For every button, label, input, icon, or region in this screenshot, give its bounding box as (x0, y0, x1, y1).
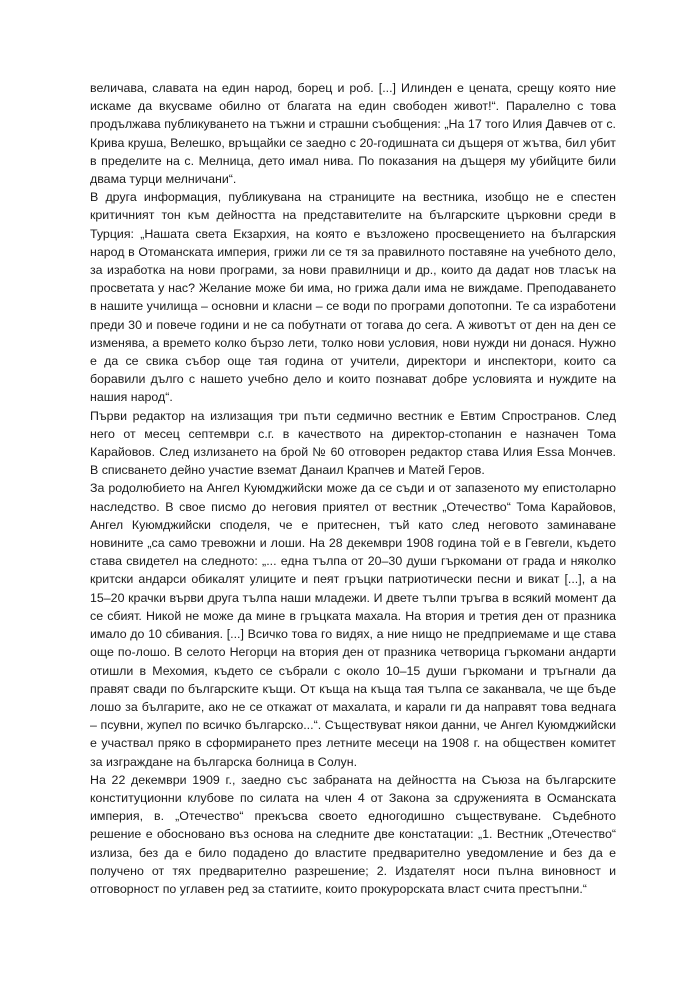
paragraph-3: Първи редактор на излизащия три пъти седмично вестник е Евтим Спространов. След него от месец септември с.г. в качеството на директор-стопанин е назначен Тома Карайовов. След излизането на брой № 60 отговорен редактор става Илия Essa Мончев. В списването дейно участие вземат Данаил Крапчев и Матей Геров. (90, 408, 616, 478)
paragraph-5: На 22 декември 1909 г., заедно със забраната на дейността на Съюза на българските конституционни клубове по силата на член 4 от Закона за сдруженията в Османската империя, в. „Отечество“ прекъсва своето едногодишно съществуване. Съдебното решение е обосновано въз основа на следните две констатации: „1. Вестник „Отечество“ излиза, без да е било подадено до властите предварително уведомление и без да е получено от тях предварително разрешение; 2. Издателят носи пълна виновност и отговорност по углавен ред за статиите, които прокурорската власт счита престъпни.“ (90, 772, 616, 896)
document-body (90, 79, 616, 898)
paragraph-4: За родолюбието на Ангел Куюмджийски може да се съди и от запазеното му епистоларно наследство. В свое писмо до неговия приятел от вестник „Отечество“ Тома Карайовов, Ангел Куюмджийски споделя, че е притеснен, тъй като след неговото заминаване новините „са само тревожни и лоши. На 28 декември 1908 година той е в Гевгели, където става свидетел на следното: „... една тълпа от 20–30 души гъркомани от града и няколко критски андарси обикалят улиците и пеят гръцки патриотически песни и викат [...], а на 15–20 крачки върви друга тълпа наши младежи. И двете тълпи тръгва в всякий момент да се сбият. Никой не може да мине в гръцката махала. На втория и третия ден от празника имало до 10 сбивания. [...] Всичко това го видях, а ние нищо не предприемаме и ще става още по-лошо. В селото Негорци на втория ден от празника четворица гъркомани андарти отишли в Мехомия, където се събрали с около 10–15 души гъркомани и тръгнали да правят свади по българските къщи. От къща на къща тая тълпа се заканвала, че ще бъде лошо за българите, ако не се откажат от махалата, и карали ги да направят това веднага – псувни, жупел по всичко българско...“. Съществуват някои данни, че Ангел Куюмджийски е участвал пряко в сформирането през летните месеци на 1908 г. на обществен комитет за изграждане на българска болница в Солун. (90, 481, 616, 769)
paragraph-1: величава, славата на един народ, борец и роб. [...] Илинден е цената, срещу която ние искаме да вкусваме обилно от благата на един свободен живот!“. Паралелно с това продължава публикуването на тъжни и страшни съобщения: „На 17 того Илия Давчев от с. Крива круша, Велешко, връщайки се заедно с 20-годишната си дъщеря от жътва, бил убит в пределите на с. Мелница, дето имал нива. По показания на дъщеря му убийците били двама турци мелничани“. (90, 81, 616, 187)
paragraph-2: В друга информация, публикувана на страниците на вестника, изобщо не е спестен критичният тон към дейността на представителите на българските църковни среди в Турция: „Нашата света Екзархия, на която е възложено просвещението на българския народ в Отоманската империя, грижи ли се тя за правилното поставяне на учебното дело, за изработка на нови програми, за нови правилници и др., които да дадат нов тласък на просветата у нас? Желание може би има, но грижа дали има не виждаме. Преподаването в нашите училища – основни и класни – се води по програми допотопни. Те са изработени преди 30 и повече години и не са побутнати от тогава до сега. А животът от ден на ден се изменява, а времето колко бързо лети, толко нови условия, нови нужди ни донася. Нужно е да се свика събор още тая година от учители, директори и инспектори, които са боравили дълго с нашето учебно дело и които познават добре условията и нуждите на нашия народ“. (90, 190, 616, 405)
